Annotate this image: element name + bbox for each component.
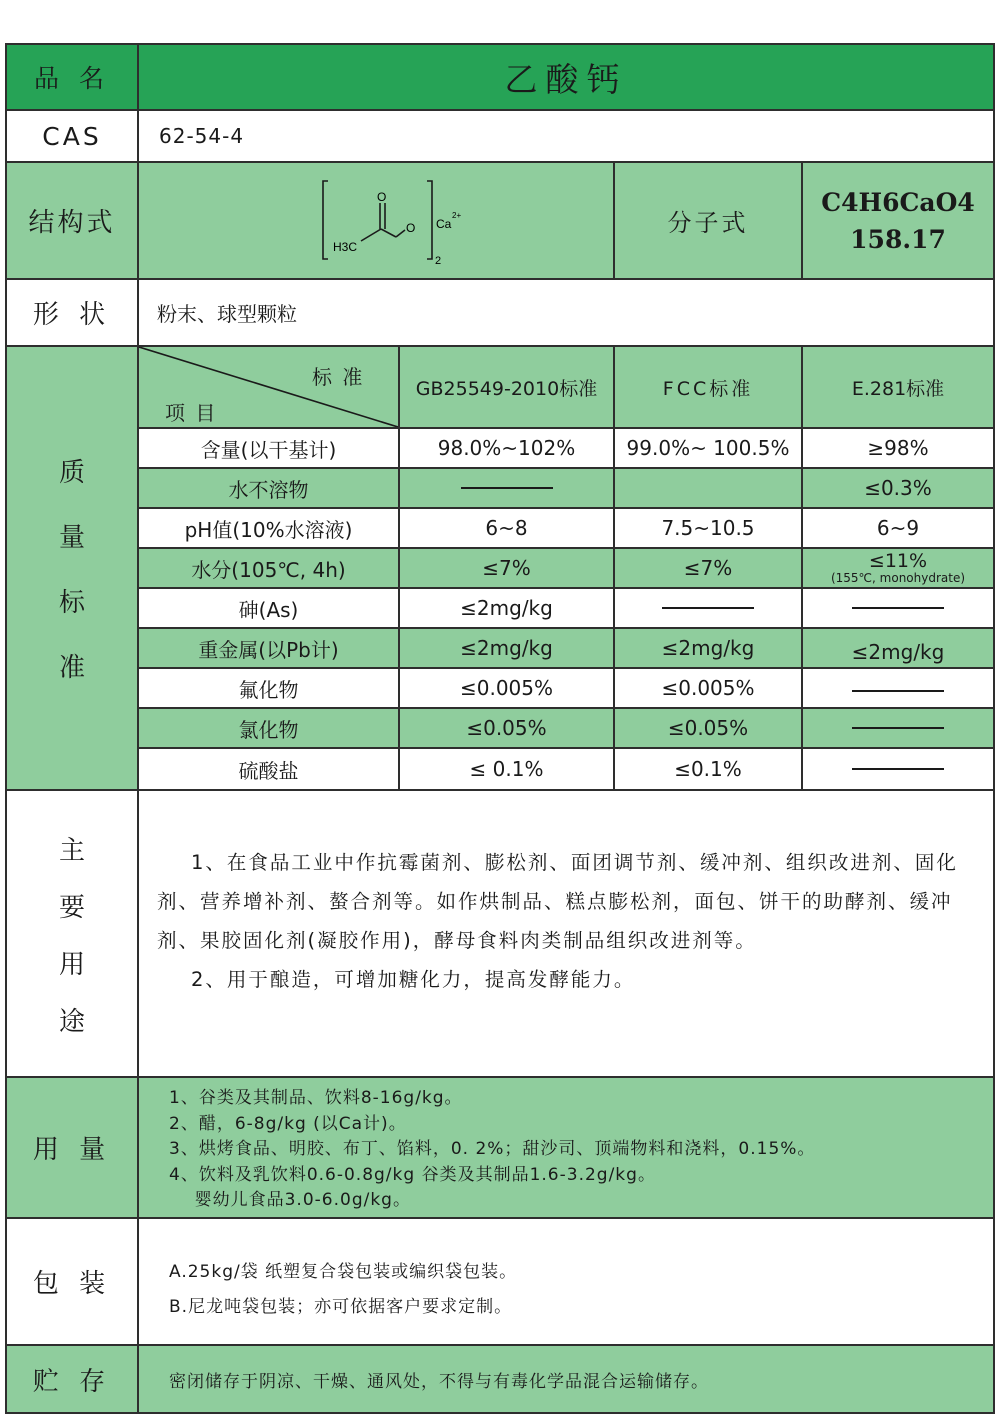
dosage-label: 用 量 (7, 1078, 139, 1217)
quality-table (139, 347, 993, 789)
value-e281: ≤2mg/kg (851, 640, 945, 664)
structural-formula-diagram (276, 173, 476, 268)
quality-header-row (139, 347, 993, 427)
value-e281: ≥98% (867, 436, 929, 460)
cas-row (7, 111, 993, 163)
value-e281-dash (852, 607, 944, 609)
product-label: 品 名 (7, 45, 139, 109)
value-e281-dash (852, 727, 944, 729)
dosage-line-3: 3、烘烤食品、明胶、布丁、馅料，0. 2%；甜沙司、顶端物料和浇料，0.15%。 (169, 1139, 816, 1159)
value-gb-dash (461, 487, 553, 489)
standard-fcc: FCC标准 (662, 377, 754, 400)
dosage-line-2: 2、醋，6-8g/kg (以Ca计)。 (169, 1113, 407, 1134)
header-item-label: 项 目 (165, 401, 218, 425)
table-row (139, 589, 993, 627)
item-arsenic: 砷(As) (238, 597, 299, 622)
packaging-line-1: A.25kg/袋 纸塑复合袋包装或编织袋包装。 (169, 1262, 518, 1282)
form-label: 形 状 (7, 280, 139, 345)
value-gb: 98.0%~102% (437, 436, 576, 460)
quality-label-char-4: 准 (58, 653, 85, 683)
table-row (139, 509, 993, 547)
value-fcc: ≤2mg/kg (661, 636, 755, 660)
value-e281-dash (852, 768, 944, 770)
item-chloride: 氯化物 (238, 717, 299, 742)
value-gb: ≤ 0.1% (469, 757, 544, 781)
structure-label: 结构式 (7, 163, 139, 278)
dosage-line-1: 1、谷类及其制品、饮料8-16g/kg。 (169, 1088, 463, 1108)
value-e281: ≤0.3% (864, 476, 932, 500)
standard-e281: E.281标准 (851, 377, 945, 400)
calcium-label: Ca (436, 217, 452, 231)
table-row (139, 549, 993, 587)
value-fcc: ≤0.005% (661, 676, 755, 700)
quality-label-char-1: 质 (58, 458, 85, 488)
value-fcc-dash (662, 607, 754, 609)
value-e281-dash (852, 690, 944, 692)
usage-label-char-3: 用 (58, 949, 85, 980)
usage-label (7, 791, 139, 1076)
usage-label-char-2: 要 (58, 892, 85, 923)
form-row (7, 280, 993, 347)
table-row (139, 669, 993, 707)
methyl-label: H3C (333, 240, 358, 254)
storage-label: 贮 存 (7, 1346, 139, 1412)
value-gb: ≤2mg/kg (460, 636, 553, 660)
value-e281-note: (155℃, monohydrate) (830, 571, 966, 585)
value-fcc: ≤0.1% (674, 757, 742, 781)
value-gb: ≤7% (482, 556, 531, 580)
value-fcc: ≤7% (683, 556, 733, 580)
spec-sheet (5, 43, 995, 1414)
packaging-label: 包 装 (7, 1219, 139, 1344)
value-e281: 6~9 (876, 516, 920, 540)
usage-label-char-1: 主 (58, 835, 85, 866)
item-insoluble: 水不溶物 (228, 477, 309, 502)
value-gb: ≤2mg/kg (460, 596, 553, 620)
dosage-row (7, 1078, 993, 1219)
value-gb: 6~8 (485, 516, 528, 540)
value-fcc: 7.5~10.5 (661, 516, 755, 540)
structure-row (7, 163, 993, 280)
table-row (139, 709, 993, 747)
value-fcc: 99.0%~ 100.5% (626, 436, 790, 460)
packaging-row (7, 1219, 993, 1346)
usage-row (7, 791, 993, 1078)
usage-text (157, 843, 971, 999)
usage-paragraph-1: 1、在食品工业中作抗霉菌剂、膨松剂、面团调节剂、缓冲剂、组织改进剂、固化剂、营养增补剂、螯合剂等。如作烘制品、糕点膨松剂，面包、饼干的助酵剂、缓冲剂、果胶固化剂(凝胶作用)，酵母食料肉类制品组织改进剂等。 (157, 851, 958, 952)
item-heavy-metals: 重金属(以Pb计) (198, 637, 339, 662)
table-row (139, 629, 993, 667)
usage-label-char-4: 途 (58, 1006, 85, 1037)
quality-label (7, 347, 139, 789)
cas-label: CAS (7, 111, 139, 161)
standard-gb: GB25549-2010标准 (415, 377, 598, 400)
product-row (7, 45, 993, 111)
oxygen-single-label: O (406, 221, 416, 235)
formula-label: 分子式 (667, 209, 749, 237)
value-e281: ≤11% (868, 550, 928, 572)
storage-row (7, 1346, 993, 1412)
packaging-line-2: B.尼龙吨袋包装；亦可依据客户要求定制。 (169, 1297, 513, 1317)
packaging-list (169, 1255, 517, 1325)
dosage-list (169, 1086, 815, 1214)
oxygen-double-label: O (377, 190, 387, 204)
table-row (139, 749, 993, 789)
header-standard-label: 标 准 (312, 365, 365, 389)
dosage-line-5: 婴幼儿食品3.0-6.0g/kg。 (169, 1190, 411, 1210)
item-content: 含量(以干基计) (200, 437, 337, 462)
item-sulfate: 硫酸盐 (238, 758, 299, 783)
product-name: 乙酸钙 (504, 59, 628, 99)
calcium-charge-label: 2+ (452, 211, 462, 220)
form-value: 粉末、球型颗粒 (157, 302, 297, 326)
quality-label-char-3: 标 (58, 588, 85, 618)
quality-label-char-2: 量 (58, 523, 85, 553)
cas-number: 62-54-4 (159, 124, 245, 148)
storage-value: 密闭储存于阴凉、干燥、通风处，不得与有毒化学品混合运输储存。 (169, 1371, 709, 1392)
item-ph: pH值(10%水溶液) (184, 517, 353, 542)
value-fcc: ≤0.05% (667, 716, 749, 740)
table-row (139, 469, 993, 507)
usage-paragraph-2: 2、用于酿造，可增加糖化力，提高发酵能力。 (191, 968, 636, 991)
subscript-label: 2 (435, 255, 442, 267)
value-gb: ≤0.005% (459, 676, 554, 700)
item-moisture: 水分(105℃, 4h) (191, 557, 346, 582)
table-row (139, 429, 993, 467)
dosage-line-4: 4、饮料及乳饮料0.6-0.8g/kg 谷类及其制品1.6-3.2g/kg。 (169, 1164, 656, 1185)
quality-section (7, 347, 993, 791)
item-fluoride: 氟化物 (238, 677, 299, 702)
value-gb: ≤0.05% (466, 716, 547, 740)
molecular-weight: 158.17 (850, 224, 946, 254)
molecular-formula: C4H6CaO4 (821, 187, 975, 217)
